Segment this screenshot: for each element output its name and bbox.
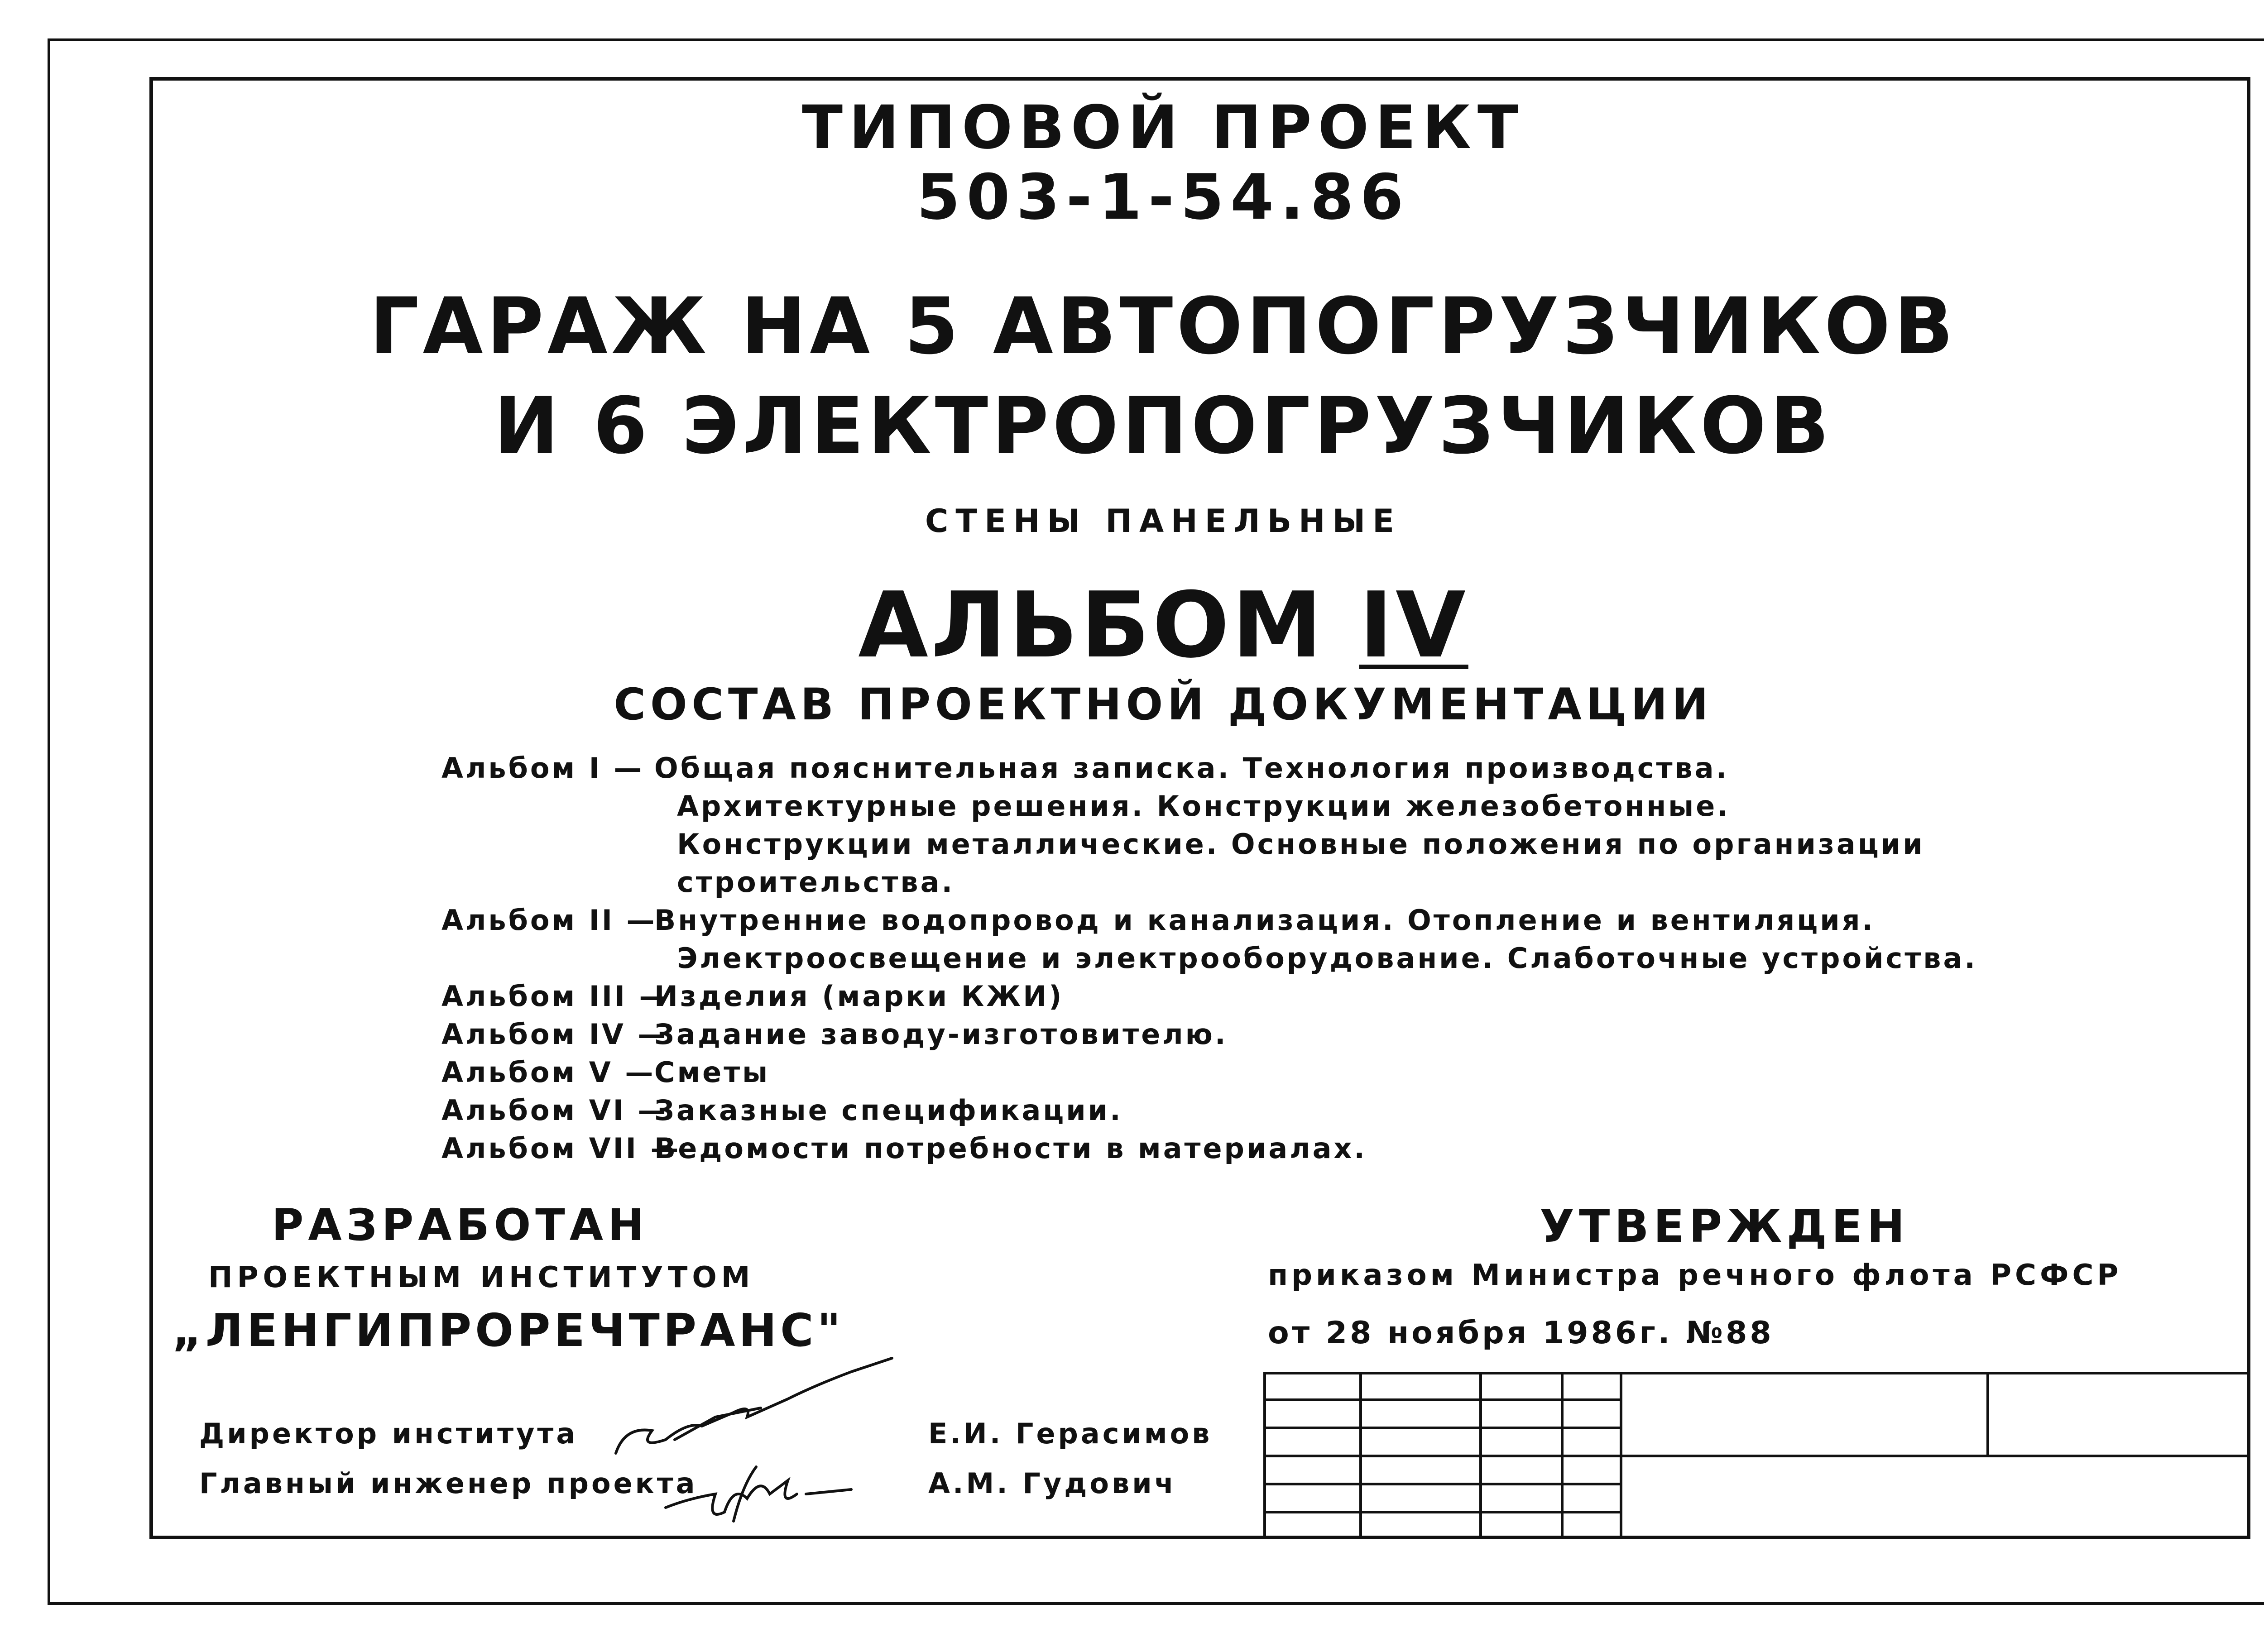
institute-name: „ЛЕНГИПРОРЕЧТРАНС": [172, 1304, 844, 1357]
album-list-label: Альбом IV —: [441, 1018, 668, 1051]
title-line-1: ГАРАЖ НА 5 АВТОПОГРУЗЧИКОВ: [369, 281, 1957, 372]
album-list-row: [441, 977, 1977, 1015]
project-label: ТИПОВОЙ ПРОЕКТ: [802, 93, 1525, 163]
album-word: АЛЬБОМ: [858, 573, 1325, 678]
album-list-label: Альбом II —: [441, 904, 657, 937]
album-list-text: Архитектурные решения. Конструкции железобетонные.: [677, 790, 1730, 823]
chief-engineer-role: Главный инженер проекта: [199, 1467, 698, 1500]
album-list-label: Альбом I —: [441, 752, 644, 785]
approved-title: УТВЕРЖДЕН: [1540, 1200, 1909, 1253]
album-list-row: [441, 1015, 1977, 1053]
album-list-row: [441, 749, 1977, 787]
approved-date-line: от 28 ноября 1986г. №88: [1268, 1315, 1774, 1351]
album-list-row: [441, 1130, 1977, 1168]
developed-title: РАЗРАБОТАН: [272, 1200, 649, 1250]
album-list-text: Изделия (марки КЖИ): [654, 980, 1064, 1013]
subtitle: СТЕНЫ ПАНЕЛЬНЫЕ: [925, 503, 1401, 540]
album-list-text: строительства.: [677, 866, 955, 899]
album-list-text: Ведомости потребности в материалах.: [654, 1132, 1367, 1165]
director-role: Директор института: [199, 1417, 578, 1450]
album-list-label: Альбом VI —: [441, 1094, 668, 1127]
album-list-row: [441, 1053, 1977, 1092]
album-list-label: Альбом VII —: [441, 1132, 681, 1165]
chief-engineer-name: А.М. Гудович: [928, 1467, 1177, 1500]
album-list-text: Сметы: [654, 1056, 770, 1089]
album-list-row: [441, 863, 1977, 901]
albums-list: [441, 749, 1977, 1168]
signature: [598, 1349, 915, 1530]
album-list-label: Альбом V —: [441, 1056, 656, 1089]
album-list-row: [441, 901, 1977, 939]
album-list-row: [441, 939, 1977, 977]
album-list-text: Электроосвещение и электрооборудование. Слаботочные устройства.: [677, 942, 1977, 975]
project-number: 503-1-54.86: [916, 161, 1410, 234]
director-name: Е.И. Герасимов: [928, 1417, 1213, 1450]
album-list-text: Конструкции металлические. Основные положения по организации: [677, 828, 1925, 861]
developed-by-line: ПРОЕКТНЫМ ИНСТИТУТОМ: [208, 1261, 755, 1294]
album-list-row: [441, 787, 1977, 825]
album-list-text: Задание заводу-изготовителю.: [654, 1018, 1228, 1051]
composition-title: СОСТАВ ПРОЕКТНОЙ ДОКУМЕНТАЦИИ: [614, 679, 1713, 730]
album-list-row: [441, 1092, 1977, 1130]
album-heading: [0, 573, 2264, 678]
album-roman: IV: [1359, 573, 1468, 678]
album-list-text: Общая пояснительная записка. Технология производства.: [654, 752, 1729, 785]
album-list-label: Альбом III —: [441, 980, 670, 1013]
title-block-grid: [1263, 1372, 2250, 1539]
approved-order-line: приказом Министра речного флота РСФСР: [1268, 1259, 2122, 1292]
album-list-text: Внутренние водопровод и канализация. Отопление и вентиляция.: [654, 904, 1875, 937]
title-line-2: И 6 ЭЛЕКТРОПОГРУЗЧИКОВ: [494, 380, 1833, 471]
album-list-row: [441, 825, 1977, 863]
album-list-text: Заказные спецификации.: [654, 1094, 1123, 1127]
